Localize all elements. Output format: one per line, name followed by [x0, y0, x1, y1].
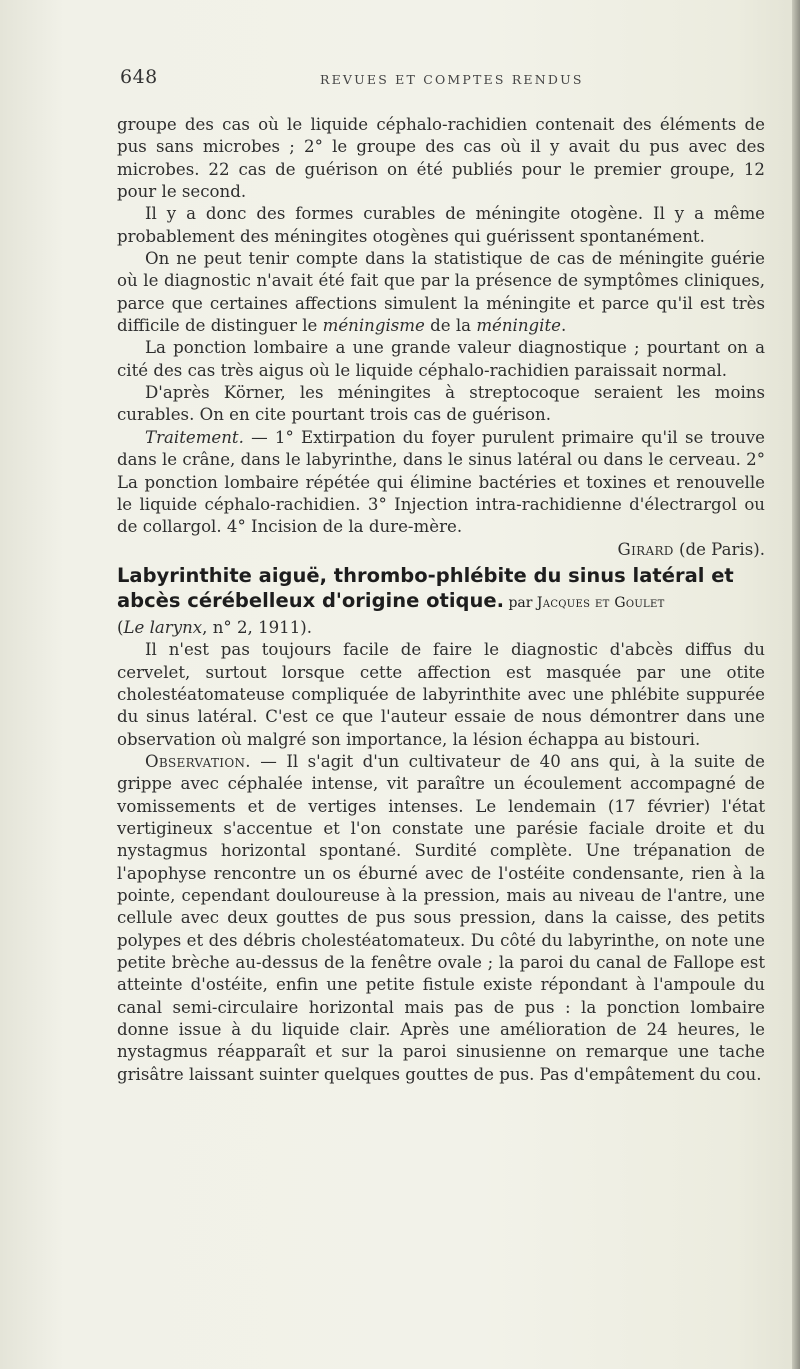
ref-rest: , n° 2, 1911). [202, 617, 313, 637]
paragraph-continuation: groupe des cas où le liquide céphalo-rachidien contenait des éléments de pus sans microbes ; 2° le groupe des cas où il y avait du pus avec des microbes. 22 cas de guérison on été publiés pour le premier groupe, 12 pour le second. [117, 115, 765, 202]
signature-name: Girard [617, 539, 674, 559]
observation-text: — Il s'agit d'un cultivateur de 40 ans qui, à la suite de grippe avec céphalée intense, vit paraître un écoulement accompagné de vomissements et de vertiges intenses. Le lendemain (17 février) l'état vertigineux s'accentue et l'on constate une parésie faciale droite et du nystagmus horizontal spontané. Surdité complète. Une trépanation de l'apophyse rencontre un os éburné avec de l'ostéite condensante, rien à la pointe, cependant douloureuse à la pression, mais au niveau de l'antre, une cellule avec deux gouttes de pus sous pression, dans la caisse, des petits polypes et des débris cholestéatomateux. Du côté du labyrinthe, on note une petite brèche au-dessus de la fenêtre ovale ; la paroi du canal de Fallope est atteinte d'ostéite, enfin une petite fistule existe répondant à l'ampoule du canal semi-circulaire horizontal mais pas de pus : la ponction lombaire donne issue à du liquide clair. Après une amélioration de 24 heures, le nystagmus réapparaît et sur la paroi sinusienne on remarque une tache grisâtre laissant suinter quelques gouttes de pus. Pas d'empâtement du cou. [117, 751, 765, 1084]
article-by: par [504, 594, 537, 611]
paragraph-korner: D'après Körner, les méningites à streptocoque seraient les moins curables. On en cite pourtant trois cas de guérison. [117, 383, 765, 425]
ref-open: ( [117, 617, 124, 637]
body-text [117, 114, 765, 1086]
signature-place: (de Paris). [673, 539, 765, 559]
page-edge-shadow [792, 0, 800, 1369]
paragraph-statistics-mid: de la [424, 316, 477, 336]
term-meningisme: méningisme [322, 316, 425, 336]
term-meningite: méningite [476, 316, 561, 336]
article-authors: Jacques et Goulet [536, 594, 665, 611]
running-title: REVUES ET COMPTES RENDUS [320, 72, 584, 87]
observation-label: Observation. [145, 751, 251, 771]
treatment-text: — 1° Extirpation du foyer purulent primaire qu'il se trouve dans le crâne, dans le labyrinthe, dans le sinus latéral ou dans le cerveau. 2° La ponction lombaire répétée qui élimine bactéries et toxines et renouvelle le liquide céphalo-rachidien. 3° Injection intra-rachidienne d'électrargol ou de collargol. 4° Incision de la dure-mère. [117, 427, 765, 537]
paragraph-lumbar-puncture: La ponction lombaire a une grande valeur diagnostique ; pourtant on a cité des cas très aigus où le liquide céphalo-rachidien paraissait normal. [117, 338, 765, 380]
paragraph-statistics-text: On ne peut tenir compte dans la statistique de cas de méningite guérie où le diagnostic n'avait été fait que par la présence de symptômes cliniques, parce que certaines affections simulent la méningite et parce qu'il est très difficile de distinguer le [117, 249, 765, 336]
paragraph-treatment [117, 427, 765, 539]
paragraph-observation [117, 751, 765, 1086]
article-heading [117, 563, 765, 616]
paragraph-statistics-end: . [560, 316, 567, 336]
running-header [120, 66, 760, 92]
article-reference [117, 617, 765, 639]
article-title: Labyrinthite aiguë, thrombo-phlébite du sinus latéral et abcès cérébelleux d'origine otique. [117, 563, 734, 612]
ref-journal: Le larynx [123, 617, 203, 637]
paragraph-curable-forms: Il y a donc des formes curables de méningite otogène. Il y a même probablement des méningites otogènes qui guérissent spontanément. [117, 204, 765, 246]
page-number: 648 [120, 66, 158, 88]
paragraph-abstract: Il n'est pas toujours facile de faire le diagnostic d'abcès diffus du cervelet, surtout lorsque cette affection est masquée par une otite cholestéatomateuse compliquée de labyrinthite avec une phlébite suppurée du sinus latéral. C'est ce que l'auteur essaie de nous démontrer dans une observation où malgré son importance, la lésion échappa au bistouri. [117, 640, 765, 749]
paragraph-statistics [117, 248, 765, 337]
treatment-label: Traitement. [145, 427, 244, 447]
author-signature [117, 539, 765, 561]
